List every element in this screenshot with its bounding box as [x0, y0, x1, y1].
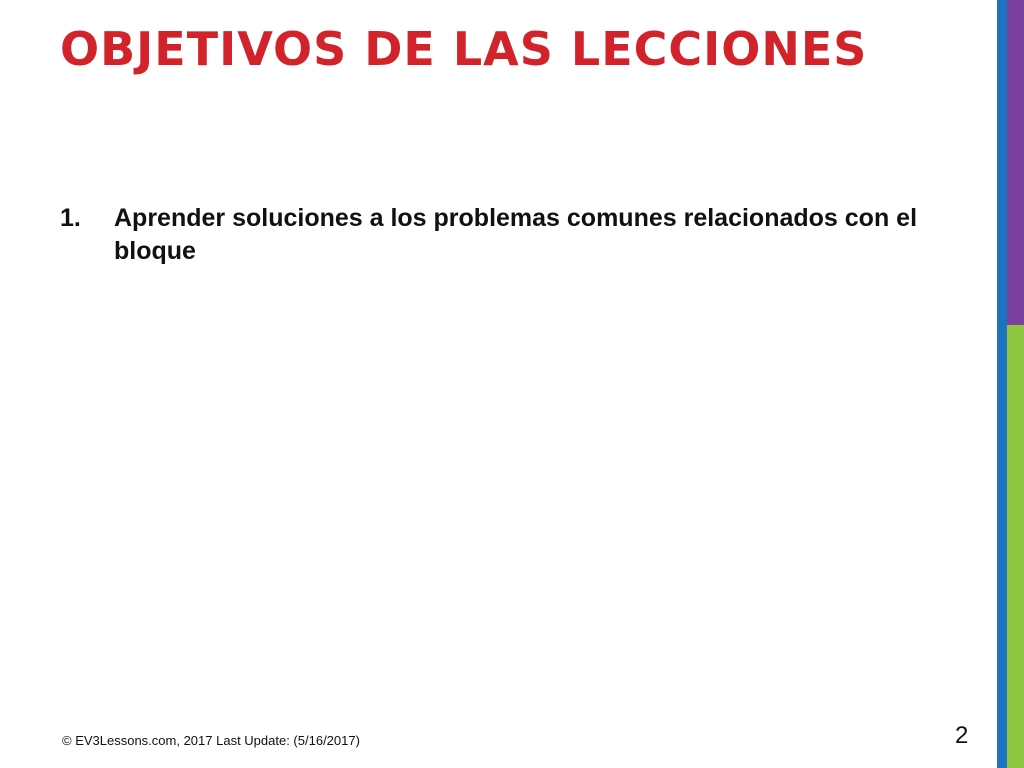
list-item-text: Aprender soluciones a los problemas comunes relacionados con el bloque — [114, 204, 918, 265]
decorative-purple-bar — [1007, 0, 1024, 325]
objectives-list — [60, 202, 960, 268]
copyright-footer: © EV3Lessons.com, 2017 Last Update: (5/16/2017) — [62, 733, 360, 748]
list-item — [60, 202, 960, 268]
decorative-blue-bar — [997, 0, 1007, 768]
slide-title: OBJETIVOS DE LAS LECCIONES — [60, 22, 868, 76]
decorative-color-bar — [1007, 0, 1024, 768]
page-number: 2 — [955, 722, 969, 749]
list-item-number: 1. — [60, 204, 81, 232]
decorative-green-bar — [1007, 325, 1024, 768]
